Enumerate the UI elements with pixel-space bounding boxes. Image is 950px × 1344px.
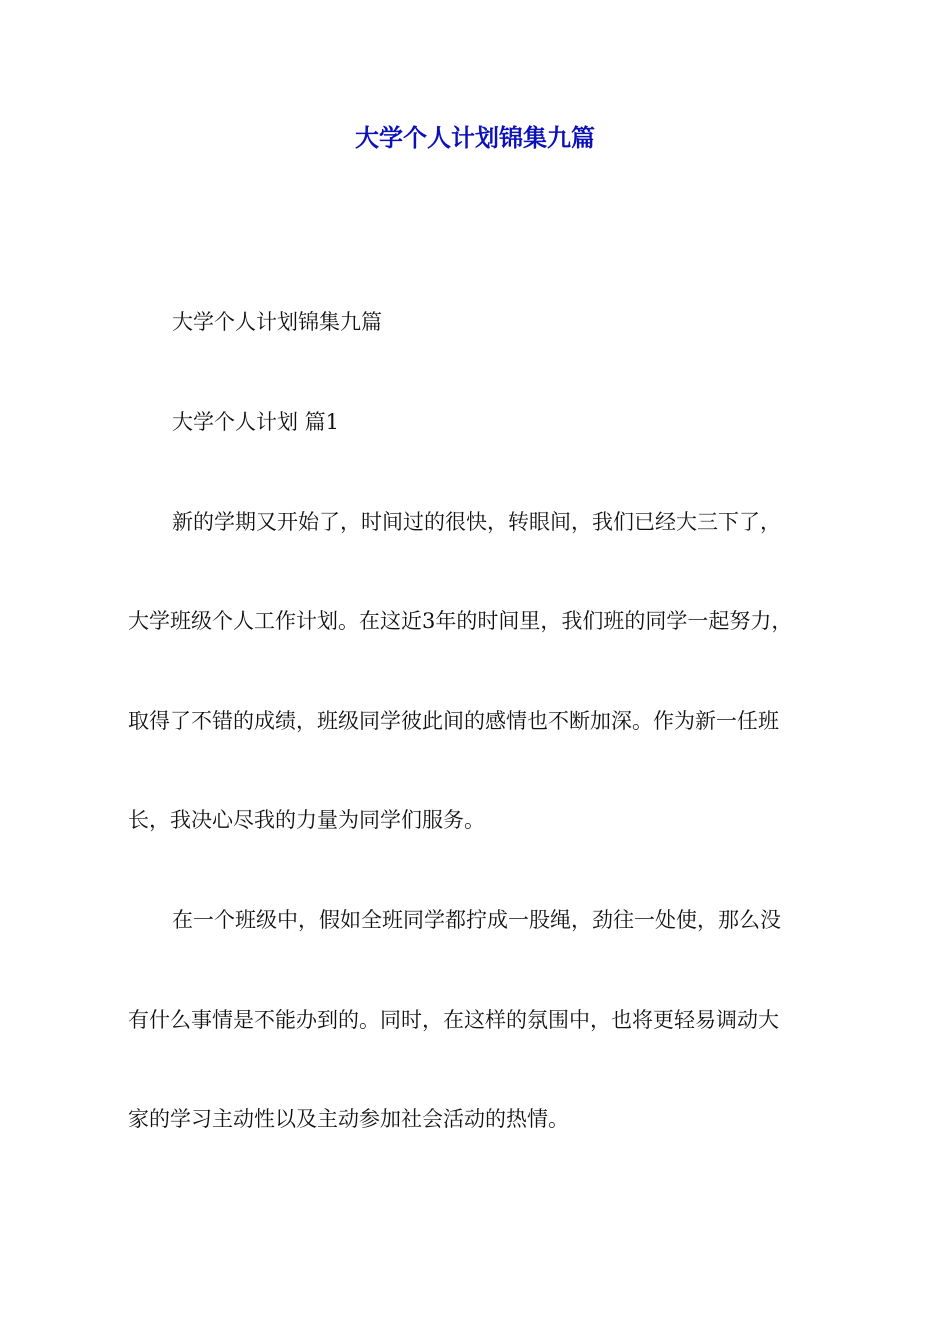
paragraph-line: 取得了不错的成绩，班级同学彼此间的感情也不断加深。作为新一任班 (128, 709, 779, 733)
section-heading: 大学个人计划 篇1 (172, 410, 340, 434)
subtitle-line: 大学个人计划锦集九篇 (172, 310, 382, 334)
paragraph-line: 有什么事情是不能办到的。同时，在这样的氛围中，也将更轻易调动大 (128, 1008, 779, 1032)
paragraph-line: 在一个班级中，假如全班同学都拧成一股绳，劲往一处使，那么没 (172, 908, 781, 932)
paragraph-line: 长，我决心尽我的力量为同学们服务。 (128, 808, 485, 832)
paragraph-line: 新的学期又开始了，时间过的很快，转眼间，我们已经大三下了， (172, 510, 781, 534)
paragraph-line: 大学班级个人工作计划。在这近3年的时间里，我们班的同学一起努力， (128, 609, 793, 633)
paragraph-line: 家的学习主动性以及主动参加社会活动的热情。 (128, 1107, 569, 1131)
document-title: 大学个人计划锦集九篇 (355, 124, 595, 152)
